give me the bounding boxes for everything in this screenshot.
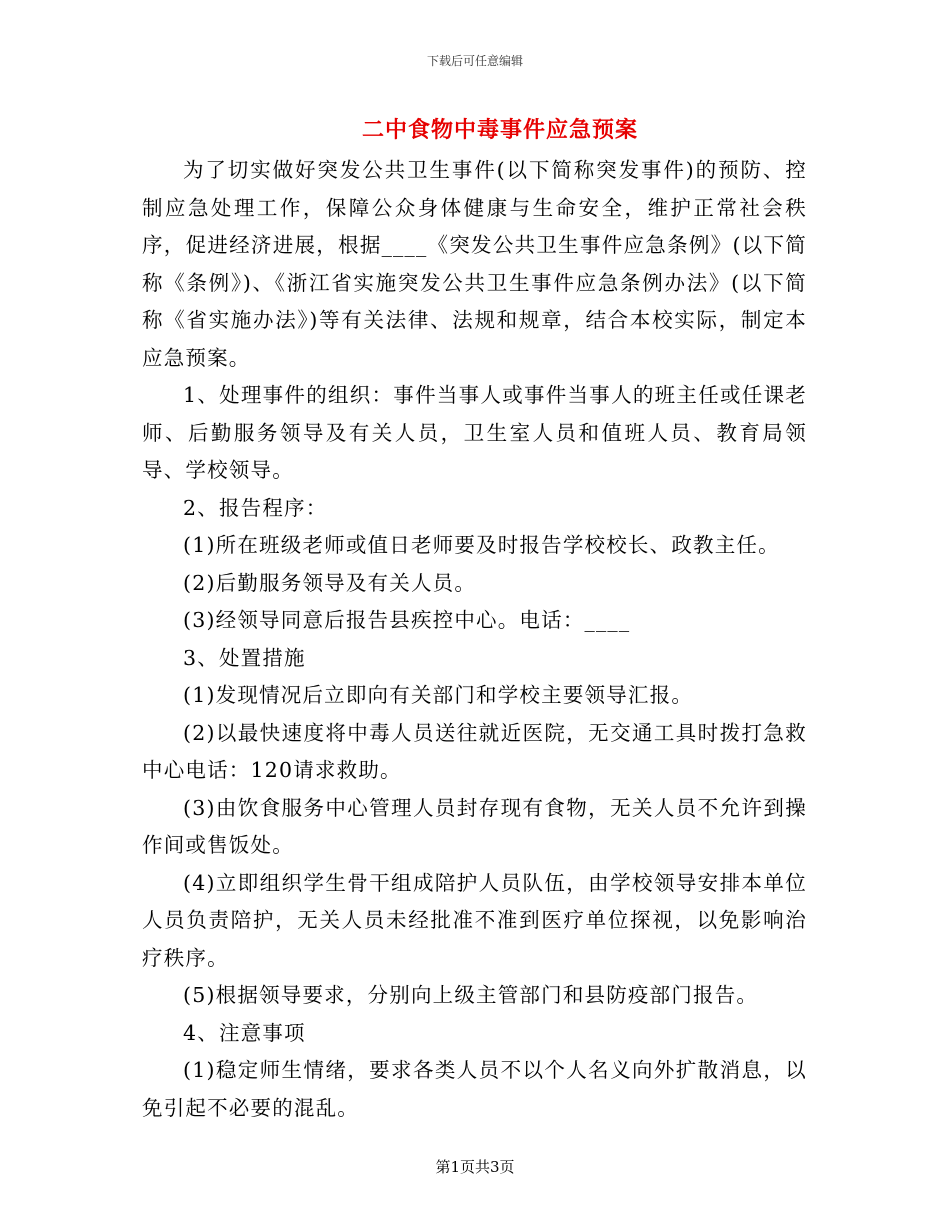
paragraph-section-3-item-2: (2)以最快速度将中毒人员送往就近医院，无交通工具时拨打急救中心电话：120请求救助。 [142, 720, 807, 782]
paragraph-section-2-item-2: (2)后勤服务领导及有关人员。 [183, 570, 477, 595]
document-body [142, 152, 807, 1127]
paragraph-section-4-heading: 4、注意事项 [183, 1020, 306, 1045]
paragraph-section-3-item-5: (5)根据领导要求，分别向上级主管部门和县防疫部门报告。 [183, 983, 759, 1007]
paragraph-section-3-item-4: (4)立即组织学生骨干组成陪护人员队伍，由学校领导安排本单位人员负责陪护，无关人员未经批准不准到医疗单位探视，以免影响治疗秩序。 [142, 870, 807, 970]
page-footer: 第1页共3页 [435, 1158, 515, 1176]
paragraph-section-4-item-1: (1)稳定师生情绪，要求各类人员不以个人名义向外扩散消息，以免引起不必要的混乱。 [142, 1058, 807, 1120]
paragraph-intro: 为了切实做好突发公共卫生事件(以下简称突发事件)的预防、控制应急处理工作，保障公众身体健康与生命安全，维护正常社会秩序，促进经济进展，根据____《突发公共卫生事件应急条例》(以下简称《条例》)、《浙江省实施突发公共卫生事件应急条例办法》(以下简称《省实施办法》)等有关法律、法规和规章，结合本校实际，制定本应急预案。 [142, 158, 807, 370]
document-title: 二中食物中毒事件应急预案 [361, 118, 638, 143]
paragraph-section-2-item-3: (3)经领导同意后报告县疾控中心。电话：____ [183, 608, 631, 632]
paragraph-section-1: 1、处理事件的组织：事件当事人或事件当事人的班主任或任课老师、后勤服务领导及有关人员，卫生室人员和值班人员、教育局领导、学校领导。 [142, 383, 807, 482]
paragraph-section-2-heading: 2、报告程序： [183, 495, 328, 520]
paragraph-section-3-item-1: (1)发现情况后立即向有关部门和学校主要领导汇报。 [183, 683, 694, 707]
header-note: 下载后可任意编辑 [426, 54, 523, 68]
paragraph-section-2-item-1: (1)所在班级老师或值日老师要及时报告学校校长、政教主任。 [183, 533, 780, 557]
paragraph-section-3-heading: 3、处置措施 [183, 645, 306, 670]
paragraph-section-3-item-3: (3)由饮食服务中心管理人员封存现有食物，无关人员不允许到操作间或售饭处。 [142, 795, 807, 857]
